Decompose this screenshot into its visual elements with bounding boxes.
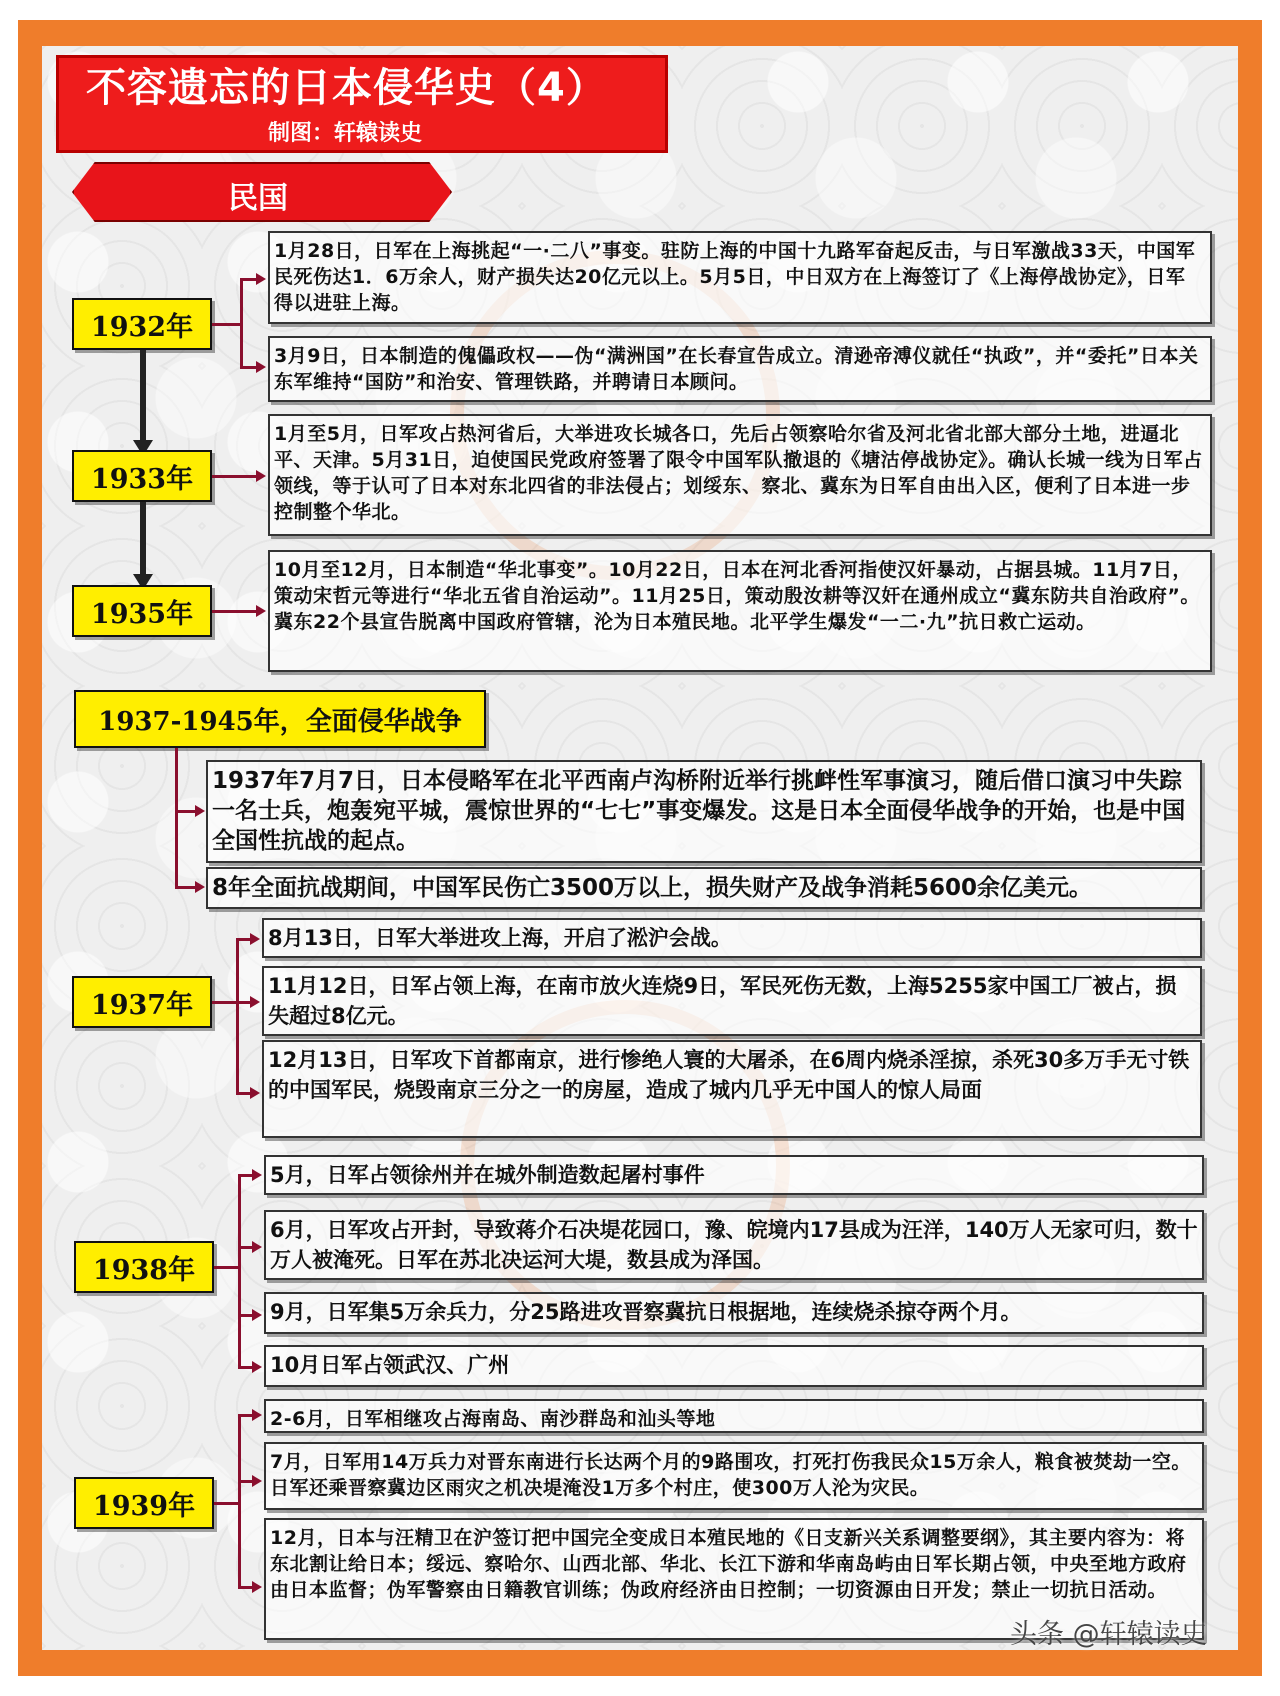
event-box <box>264 1292 1204 1334</box>
arrow-icon <box>252 1241 262 1253</box>
event-text: 12月，日本与汪精卫在沪签订把中国完全变成日本殖民地的《日支新兴关系调整要纲》，其主要内容为：将东北割让给日本；绥远、察哈尔、山西北部、华北、长江下游和华南岛屿由日军长期占领，中央至地方政府由日本监督；伪军警察由日籍教官训练；伪政府经济由日控制；一切资源由日开发；禁止一切抗日活动。 <box>270 1527 1187 1601</box>
page-subtitle: 制图：轩辕读史 <box>268 121 423 146</box>
year-label-1937: 1937年 <box>72 976 212 1028</box>
event-box <box>264 1399 1204 1433</box>
connector <box>236 1001 250 1004</box>
event-box <box>262 1040 1202 1138</box>
event-text: 11月12日，日军占领上海，在南市放火连烧9日，军民死伤无数，上海5255家中国工厂被占，损失超过8亿元。 <box>268 974 1177 1028</box>
event-box <box>206 760 1202 863</box>
year-label-1935: 1935年 <box>72 585 212 637</box>
connector <box>236 938 250 941</box>
connector <box>238 1174 241 1368</box>
event-box <box>262 966 1202 1036</box>
arrow-icon <box>256 470 266 482</box>
connector <box>240 278 256 281</box>
arrow-icon <box>252 1309 262 1321</box>
connector <box>212 1001 238 1004</box>
connector <box>238 1414 252 1417</box>
timeline-connector <box>140 502 146 576</box>
event-box <box>264 1155 1204 1195</box>
event-text: 7月，日军用14万兵力对晋东南进行长达两个月的9路围攻，打死打伤我民众15万余人，粮食被焚劫一空。日军还乘晋察冀边区雨灾之机决堤淹没1万多个村庄，使300万人沦为灾民。 <box>270 1451 1191 1499</box>
year-label-1932: 1932年 <box>72 298 212 350</box>
arrow-icon <box>256 361 266 373</box>
watermark: 头条 @轩辕读史 <box>1010 1619 1208 1650</box>
event-text: 3月9日，日本制造的傀儡政权——伪“满洲国”在长春宣告成立。清逊帝溥仪就任“执政”，并“委托”日本关东军维持“国防”和治安、管理铁路，并聘请日本顾问。 <box>274 345 1199 393</box>
event-text: 8年全面抗战期间，中国军民伤亡3500万以上，损失财产及战争消耗5600余亿美元。 <box>212 875 1093 901</box>
page-title: 不容遗忘的日本侵华史（4） <box>86 65 607 111</box>
connector <box>238 1246 252 1249</box>
connector <box>214 1266 240 1269</box>
event-text: 6月，日军攻占开封，导致蒋介石决堤花园口，豫、皖境内17县成为汪洋，140万人无家可归，数十万人被淹死。日军在苏北决运河大堤，数县成为泽国。 <box>270 1218 1198 1272</box>
year-label-1938: 1938年 <box>74 1241 214 1293</box>
event-box <box>268 231 1212 324</box>
timeline-connector <box>140 350 146 442</box>
connector <box>238 1480 252 1483</box>
year-label-1939: 1939年 <box>74 1477 214 1529</box>
event-text: 12月13日，日军攻下首都南京，进行惨绝人寰的大屠杀，在6周内烧杀淫掠，杀死30多万手无寸铁的中国军民，烧毁南京三分之一的房屋，造成了城内几乎无中国人的惊人局面 <box>268 1048 1190 1102</box>
era-label: 民国 <box>228 181 288 216</box>
connector <box>212 610 256 613</box>
arrow-icon <box>256 273 266 285</box>
event-text: 2-6月，日军相继攻占海南岛、南沙群岛和汕头等地 <box>270 1408 716 1430</box>
connector <box>240 366 256 369</box>
event-text: 10月日军占领武汉、广州 <box>270 1353 510 1377</box>
connector <box>175 886 195 889</box>
connector <box>238 1414 241 1588</box>
arrow-icon <box>252 1169 262 1181</box>
event-box <box>264 1442 1204 1510</box>
event-box <box>264 1210 1204 1280</box>
connector <box>238 1586 252 1589</box>
event-text: 1月至5月，日军攻占热河省后，大举进攻长城各口，先后占领察哈尔省及河北省北部大部分土地，进逼北平、天津。5月31日，迫使国民党政府签署了限令中国军队撤退的《塘沽停战协定》。确认长城一线为日军占领线，等于认可了日本对东北四省的非法侵占；划绥东、察北、冀东为日军自由出入区，便利了日本进一步控制整个华北。 <box>274 423 1203 523</box>
event-box <box>262 918 1202 958</box>
arrow-icon <box>195 805 205 817</box>
connector <box>238 1314 252 1317</box>
arrow-icon <box>252 1581 262 1593</box>
arrow-icon <box>256 605 266 617</box>
connector <box>238 1174 252 1177</box>
connector <box>212 475 256 478</box>
arrow-icon <box>252 1409 262 1421</box>
arrow-icon <box>250 1087 260 1099</box>
event-text: 10月至12月，日本制造“华北事变”。10月22日，日本在河北香河指使汉奸暴动，占据县城。11月7日，策动宋哲元等进行“华北五省自治运动”。11月25日，策动殷汝耕等汉奸在通州成立“冀东防共自治政府”。冀东22个县宣告脱离中国政府管辖，沦为日本殖民地。北平学生爆发“一二·九”抗日救亡运动。 <box>274 559 1200 633</box>
event-box <box>268 336 1212 402</box>
event-text: 8月13日，日军大举进攻上海，开启了淞沪会战。 <box>268 926 732 950</box>
event-box <box>264 1345 1204 1387</box>
event-box <box>268 550 1212 672</box>
event-text: 1月28日，日军在上海挑起“一·二八”事变。驻防上海的中国十九路军奋起反击，与日军激战33天，中国军民死伤达1．6万余人，财产损失达20亿元以上。5月5日，中日双方在上海签订了《上海停战协定》，日军得以进驻上海。 <box>274 240 1196 314</box>
connector <box>238 1366 252 1369</box>
connector <box>175 810 195 813</box>
event-box <box>268 414 1212 536</box>
event-box <box>206 867 1202 909</box>
connector <box>236 938 239 1094</box>
connector <box>214 1502 240 1505</box>
connector <box>236 1092 250 1095</box>
arrow-icon <box>250 933 260 945</box>
arrow-icon <box>250 996 260 1008</box>
event-text: 9月，日军集5万余兵力，分25路进攻晋察冀抗日根据地，连续烧杀掠夺两个月。 <box>270 1300 1022 1324</box>
connector <box>212 323 240 326</box>
year-label-1933: 1933年 <box>72 450 212 502</box>
arrow-icon <box>195 881 205 893</box>
war-period-label: 1937-1945年，全面侵华战争 <box>74 690 486 748</box>
arrow-icon <box>252 1361 262 1373</box>
connector <box>175 748 178 888</box>
event-text: 1937年7月7日，日本侵略军在北平西南卢沟桥附近举行挑衅性军事演习，随后借口演习中失踪一名士兵，炮轰宛平城，震惊世界的“七七”事变爆发。这是日本全面侵华战争的开始，也是中国全国性抗战的起点。 <box>212 768 1186 854</box>
arrow-icon <box>252 1475 262 1487</box>
event-text: 5月，日军占领徐州并在城外制造数起屠村事件 <box>270 1163 705 1187</box>
connector <box>240 278 243 368</box>
